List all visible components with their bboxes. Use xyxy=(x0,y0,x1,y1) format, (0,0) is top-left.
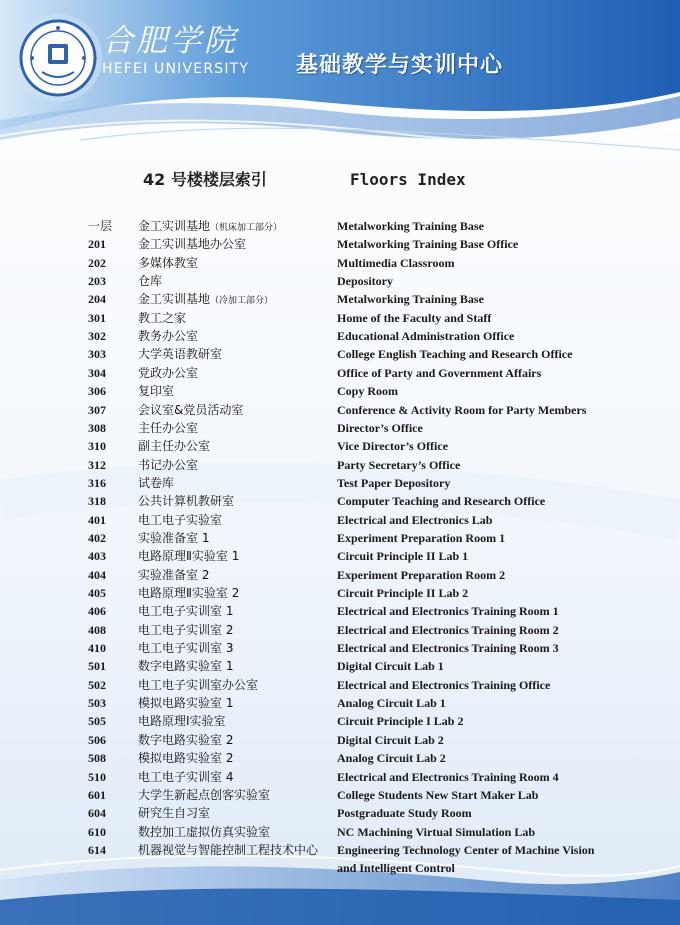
room-name-cn xyxy=(138,639,233,657)
room-name-cn xyxy=(138,235,246,253)
room-number: 316 xyxy=(88,475,106,490)
room-number: 304 xyxy=(88,365,106,380)
room-name-en: Electrical and Electronics Training Room 1 xyxy=(337,604,559,619)
room-name-cn-text: 电工电子实训室 4 xyxy=(138,769,234,784)
room-name-cn-text: 仓库 xyxy=(138,274,163,289)
room-name-en: Electrical and Electronics Training Office xyxy=(337,677,551,692)
room-name-en: Digital Circuit Lab 1 xyxy=(337,659,444,674)
room-name-cn-text: 模拟电路实验室 2 xyxy=(138,751,234,766)
room-name-cn-text: 大学英语教研室 xyxy=(138,347,223,362)
room-number: 310 xyxy=(88,439,106,454)
room-name-cn-text: 金工实训基地办公室 xyxy=(138,237,247,252)
room-name-cn xyxy=(138,492,234,510)
room-name-cn xyxy=(138,602,233,620)
room-name-en: Circuit Principle II Lab 2 xyxy=(337,586,469,600)
room-name-cn xyxy=(138,511,222,529)
room-name-cn xyxy=(138,437,210,455)
room-number: 318 xyxy=(88,494,106,509)
room-name-en: Postgraduate Study Room xyxy=(337,806,472,821)
room-name-cn-text: 主任办公室 xyxy=(138,420,199,435)
room-number: 202 xyxy=(88,255,106,270)
room-name-cn xyxy=(138,272,162,290)
room-number: 501 xyxy=(88,659,106,674)
room-name-en: Analog Circuit Lab 2 xyxy=(337,751,446,766)
room-name-en: Electrical and Electronics Lab xyxy=(337,512,493,527)
room-name-cn-text: 电工电子实训室 3 xyxy=(138,641,234,656)
room-name-cn xyxy=(138,529,209,547)
room-number: 404 xyxy=(88,567,106,582)
room-number: 402 xyxy=(88,530,106,545)
room-name-en: Director’s Office xyxy=(337,420,423,435)
room-name-cn xyxy=(138,382,174,400)
room-name-cn-text: 电路原理Ⅰ实验室 xyxy=(138,714,226,729)
room-name-en: Electrical and Electronics Training Room 3 xyxy=(337,641,559,656)
room-name-en: Multimedia Classroom xyxy=(337,255,455,270)
room-number: 614 xyxy=(88,842,106,857)
room-name-cn-text: 数字电路实验室 2 xyxy=(138,732,234,747)
room-name-cn xyxy=(138,786,270,804)
room-number: 503 xyxy=(88,696,106,711)
room-name-cn-text: 电工电子实训室 2 xyxy=(138,622,234,637)
room-name-cn-note: （机床加工部分） xyxy=(210,223,283,233)
room-number: 301 xyxy=(88,310,106,325)
room-name-cn-text: 试卷库 xyxy=(138,475,175,490)
room-number: 601 xyxy=(88,787,106,802)
room-name-en: Computer Teaching and Research Office xyxy=(337,494,546,509)
index-title-cn: 42 号楼楼层索引 xyxy=(143,170,267,189)
room-name-cn-text: 电路原理Ⅱ实验室 1 xyxy=(138,549,240,564)
university-name-cn: 合肥学院 xyxy=(102,23,238,59)
room-number: 302 xyxy=(88,329,106,344)
room-name-en: Circuit Principle I Lab 2 xyxy=(337,714,464,729)
room-name-cn xyxy=(138,804,210,822)
room-number: 405 xyxy=(88,586,106,600)
room-name-cn xyxy=(138,823,270,841)
room-number: 312 xyxy=(88,457,106,472)
room-name-en: Metalworking Training Base Office xyxy=(337,237,519,252)
room-name-cn xyxy=(138,584,239,602)
room-name-cn-text: 电工电子实验室 xyxy=(138,512,223,527)
room-name-cn xyxy=(138,217,282,237)
room-name-en: Experiment Preparation Room 1 xyxy=(337,530,506,545)
room-number: 610 xyxy=(88,824,106,839)
university-name-en: HEFEI UNIVERSITY xyxy=(102,61,250,77)
room-name-cn xyxy=(138,566,209,584)
room-name-en: Digital Circuit Lab 2 xyxy=(337,732,444,747)
room-name-cn xyxy=(138,712,226,730)
room-name-cn-text: 研究生自习室 xyxy=(138,806,211,821)
room-name-cn-text: 模拟电路实验室 1 xyxy=(138,696,234,711)
room-name-en-line2: and Intelligent Control xyxy=(337,861,455,876)
room-number: 201 xyxy=(88,237,106,252)
room-name-cn-text: 机器视觉与智能控制工程技术中心 xyxy=(138,842,319,857)
room-number: 306 xyxy=(88,384,106,399)
room-name-cn xyxy=(138,401,243,419)
room-number: 406 xyxy=(88,604,106,619)
room-name-cn-text: 教务办公室 xyxy=(138,329,199,344)
room-name-en: Metalworking Training Base xyxy=(337,219,484,233)
room-name-cn-text: 多媒体教室 xyxy=(138,255,199,270)
room-name-en: Depository xyxy=(337,274,393,289)
room-number: 401 xyxy=(88,512,106,527)
room-name-cn xyxy=(138,657,233,675)
room-name-cn-text: 复印室 xyxy=(138,384,175,399)
room-name-en: Test Paper Depository xyxy=(337,475,451,490)
room-name-en: Electrical and Electronics Training Room 2 xyxy=(337,622,559,637)
room-number: 一层 xyxy=(88,219,113,233)
room-name-cn-text: 实验准备室 1 xyxy=(138,530,210,545)
room-number: 505 xyxy=(88,714,106,729)
room-name-en: Home of the Faculty and Staff xyxy=(337,310,492,325)
room-number: 307 xyxy=(88,402,106,417)
room-name-en: Engineering Technology Center of Machine Vision xyxy=(337,842,595,857)
room-name-en: Vice Director’s Office xyxy=(337,439,449,454)
room-name-cn-text: 电路原理Ⅱ实验室 2 xyxy=(138,586,240,600)
room-name-cn-text: 书记办公室 xyxy=(138,457,199,472)
room-name-en: Experiment Preparation Room 2 xyxy=(337,567,506,582)
room-number: 303 xyxy=(88,347,106,362)
room-number: 204 xyxy=(88,292,106,307)
room-name-cn-text: 会议室&党员活动室 xyxy=(138,402,244,417)
center-name: 基础教学与实训中心 xyxy=(296,53,504,78)
room-name-cn xyxy=(138,327,198,345)
room-name-en: Party Secretary’s Office xyxy=(337,457,461,472)
room-name-en: Conference & Activity Room for Party Members xyxy=(337,402,587,417)
room-number: 410 xyxy=(88,641,106,656)
room-name-cn-text: 副主任办公室 xyxy=(138,439,211,454)
room-name-cn-text: 党政办公室 xyxy=(138,365,199,380)
room-name-cn xyxy=(138,749,233,767)
room-number: 508 xyxy=(88,751,106,766)
room-number: 408 xyxy=(88,622,106,637)
room-number: 403 xyxy=(88,549,106,564)
room-name-cn xyxy=(138,694,233,712)
room-name-cn-text: 大学生新起点创客实验室 xyxy=(138,787,271,802)
room-name-cn-note: （冷加工部分） xyxy=(210,296,274,307)
room-name-en: Circuit Principle II Lab 1 xyxy=(337,549,469,564)
room-name-cn xyxy=(138,621,233,639)
room-name-cn xyxy=(138,676,258,694)
room-name-en: Analog Circuit Lab 1 xyxy=(337,696,446,711)
room-name-cn xyxy=(138,731,233,749)
room-number: 604 xyxy=(88,806,106,821)
room-name-en: Educational Administration Office xyxy=(337,329,515,344)
room-name-cn-text: 教工之家 xyxy=(138,310,187,325)
room-name-cn xyxy=(138,841,318,859)
room-number: 308 xyxy=(88,420,106,435)
room-name-en: NC Machining Virtual Simulation Lab xyxy=(337,824,536,839)
room-name-cn-text: 数字电路实验室 1 xyxy=(138,659,234,674)
room-number: 502 xyxy=(88,677,106,692)
room-name-cn-text: 数控加工虚拟仿真实验室 xyxy=(138,824,271,839)
room-name-en: College English Teaching and Research Office xyxy=(337,347,573,362)
room-number: 506 xyxy=(88,732,106,747)
room-name-cn xyxy=(138,309,186,327)
room-name-cn xyxy=(138,768,233,786)
room-name-cn-text: 电工电子实训室 1 xyxy=(138,604,234,619)
room-name-en: Copy Room xyxy=(337,384,399,399)
room-name-cn-text: 金工实训基地 xyxy=(138,219,211,233)
room-name-cn-text: 公共计算机教研室 xyxy=(138,494,235,509)
room-name-cn xyxy=(138,290,273,310)
room-name-en: Office of Party and Government Affairs xyxy=(337,365,542,380)
room-name-en: Metalworking Training Base xyxy=(337,292,484,307)
room-name-en: Electrical and Electronics Training Room 4 xyxy=(337,769,559,784)
room-name-cn-text: 金工实训基地 xyxy=(138,292,211,307)
university-seal-logo xyxy=(12,12,104,104)
room-number: 203 xyxy=(88,274,106,289)
room-name-cn-text: 电工电子实训室办公室 xyxy=(138,677,259,692)
room-name-cn xyxy=(138,456,198,474)
room-name-cn xyxy=(138,345,222,363)
index-title-en: Floors Index xyxy=(350,170,466,189)
room-name-cn xyxy=(138,419,198,437)
room-name-cn xyxy=(138,254,198,272)
room-name-cn-text: 实验准备室 2 xyxy=(138,567,210,582)
room-number: 510 xyxy=(88,769,106,784)
room-name-cn xyxy=(138,547,239,565)
room-name-cn xyxy=(138,364,198,382)
room-name-en: College Students New Start Maker Lab xyxy=(337,787,539,802)
room-name-cn xyxy=(138,474,174,492)
